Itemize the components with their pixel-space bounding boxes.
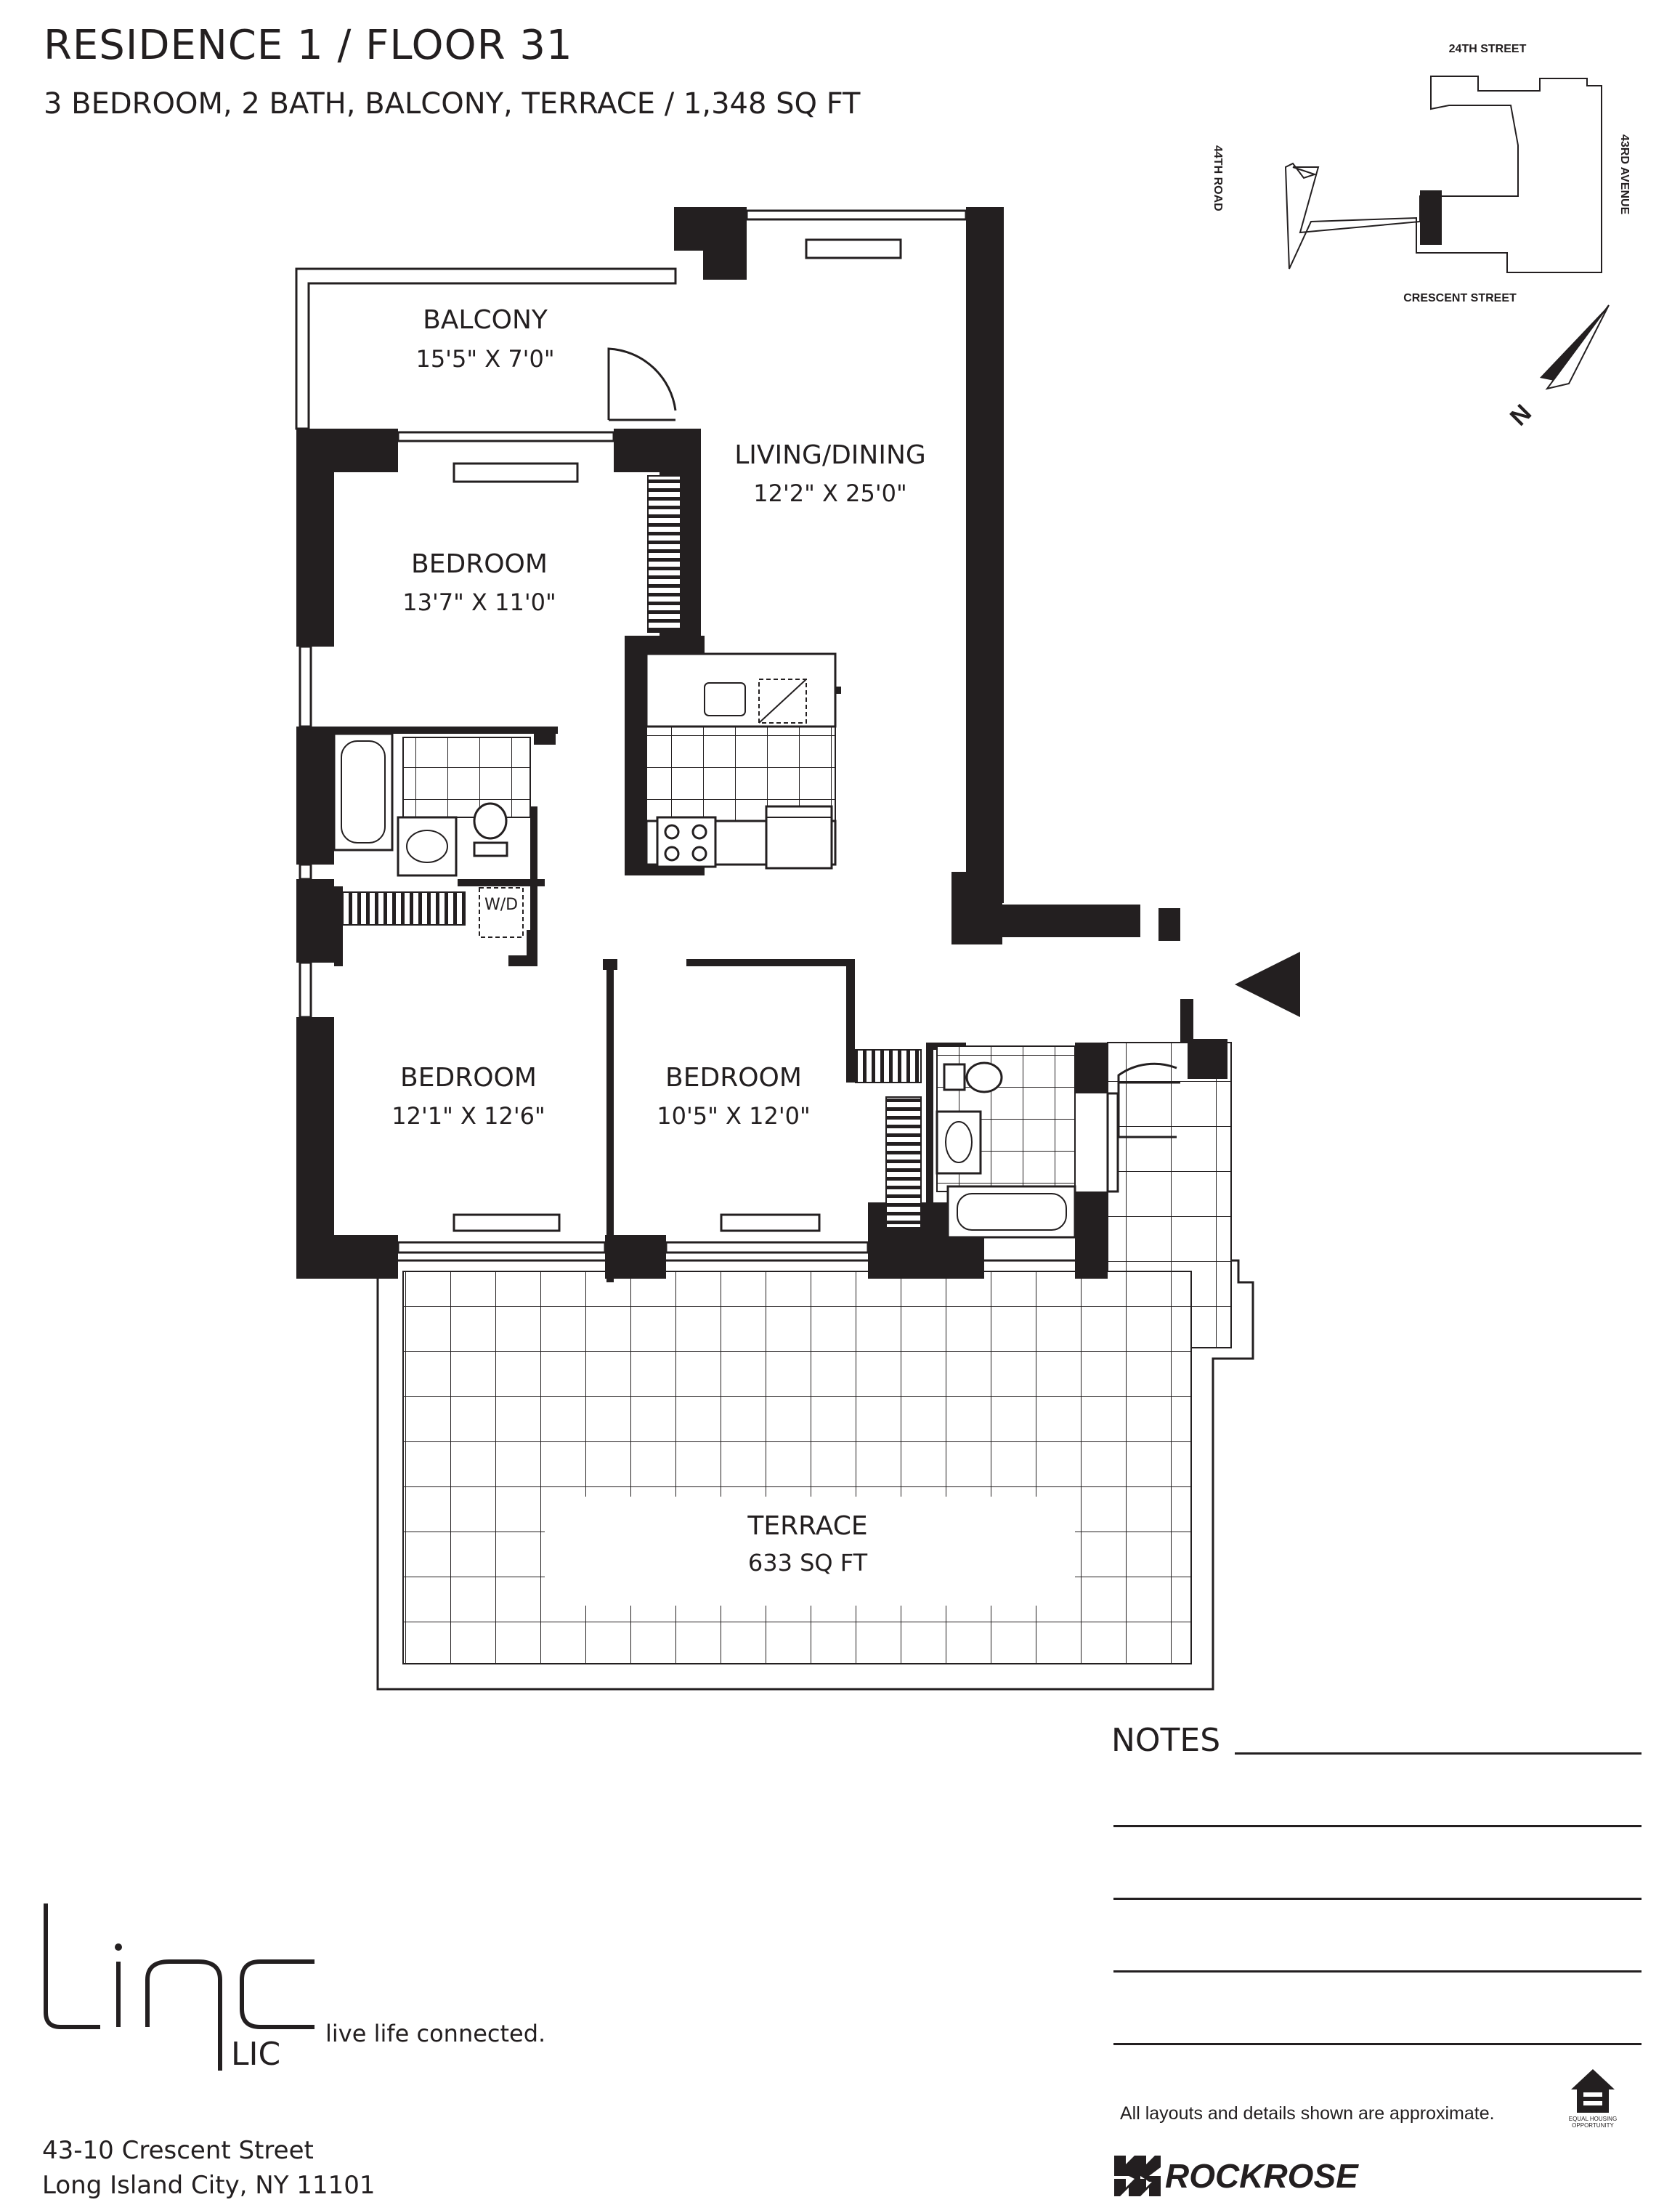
notes-line[interactable]	[1113, 1825, 1642, 1827]
rockrose-logo	[1113, 2154, 1358, 2198]
logo-sub: LIC	[231, 2036, 281, 2071]
bedroom1-dimensions: 13'7" X 11'0"	[402, 588, 556, 616]
compass-letter: N	[1504, 399, 1538, 432]
bedroom2-name: BEDROOM	[400, 1063, 537, 1093]
closet-bedroom3-a	[856, 1050, 921, 1083]
balcony-dimensions: 15'5" X 7'0"	[415, 345, 555, 373]
address-line-2: Long Island City, NY 11101	[42, 2171, 376, 2200]
kitchen	[646, 654, 835, 868]
key-plan	[1212, 43, 1631, 304]
living-name: LIVING/DINING	[734, 440, 926, 470]
closet-bedroom3-b	[886, 1097, 921, 1228]
bedroom3-dimensions: 10'5" X 12'0"	[657, 1102, 811, 1130]
notes-line[interactable]	[1113, 2043, 1642, 2045]
page-subtitle: 3 BEDROOM, 2 BATH, BALCONY, TERRACE / 1,348 SQ FT	[44, 87, 861, 121]
keyplan-north-street: 24TH STREET	[1448, 43, 1527, 55]
radiator-bedroom2	[454, 1215, 559, 1231]
balcony-name: BALCONY	[423, 305, 548, 335]
bathroom-2	[937, 1046, 1075, 1237]
rockrose-mark-icon	[1113, 2154, 1162, 2198]
notes-line[interactable]	[1113, 1970, 1642, 1973]
bedroom2-dimensions: 12'1" X 12'6"	[391, 1102, 545, 1130]
north-arrow-icon	[1505, 305, 1609, 432]
keyplan-west-street: 44TH ROAD	[1212, 145, 1224, 211]
equal-housing-text: EQUAL HOUSING OPPORTUNITY	[1568, 2116, 1618, 2129]
page-title: RESIDENCE 1 / FLOOR 31	[44, 22, 573, 69]
terrace-name: TERRACE	[747, 1511, 868, 1541]
living-dimensions: 12'2" X 25'0"	[753, 480, 907, 507]
notes-title: NOTES	[1111, 1722, 1221, 1759]
keyplan-south-street: CRESCENT STREET	[1403, 292, 1517, 304]
radiator-bedroom3	[721, 1215, 819, 1231]
wd-label: W/D	[484, 896, 519, 914]
terrace	[378, 1043, 1253, 1689]
entry-arrow-icon	[1235, 952, 1300, 1017]
bedroom1-name: BEDROOM	[411, 549, 548, 579]
closet-hall	[341, 892, 465, 925]
terrace-area: 633 SQ FT	[747, 1549, 868, 1577]
developer-name: ROCKROSE	[1165, 2157, 1358, 2195]
radiator-living	[806, 240, 901, 258]
closet-bedroom1	[648, 476, 681, 632]
linc-logo	[42, 1903, 362, 2071]
radiator-bedroom1	[454, 464, 577, 482]
bedroom3-name: BEDROOM	[665, 1063, 802, 1093]
bathroom-1	[334, 734, 530, 875]
disclaimer: All layouts and details shown are approximate.	[1120, 2103, 1495, 2124]
keyplan-east-street: 43RD AVENUE	[1618, 134, 1631, 215]
notes-line[interactable]	[1113, 1898, 1642, 1900]
tagline: live life connected.	[325, 2020, 546, 2047]
address-line-1: 43-10 Crescent Street	[42, 2136, 314, 2165]
notes-line[interactable]	[1235, 1752, 1642, 1755]
